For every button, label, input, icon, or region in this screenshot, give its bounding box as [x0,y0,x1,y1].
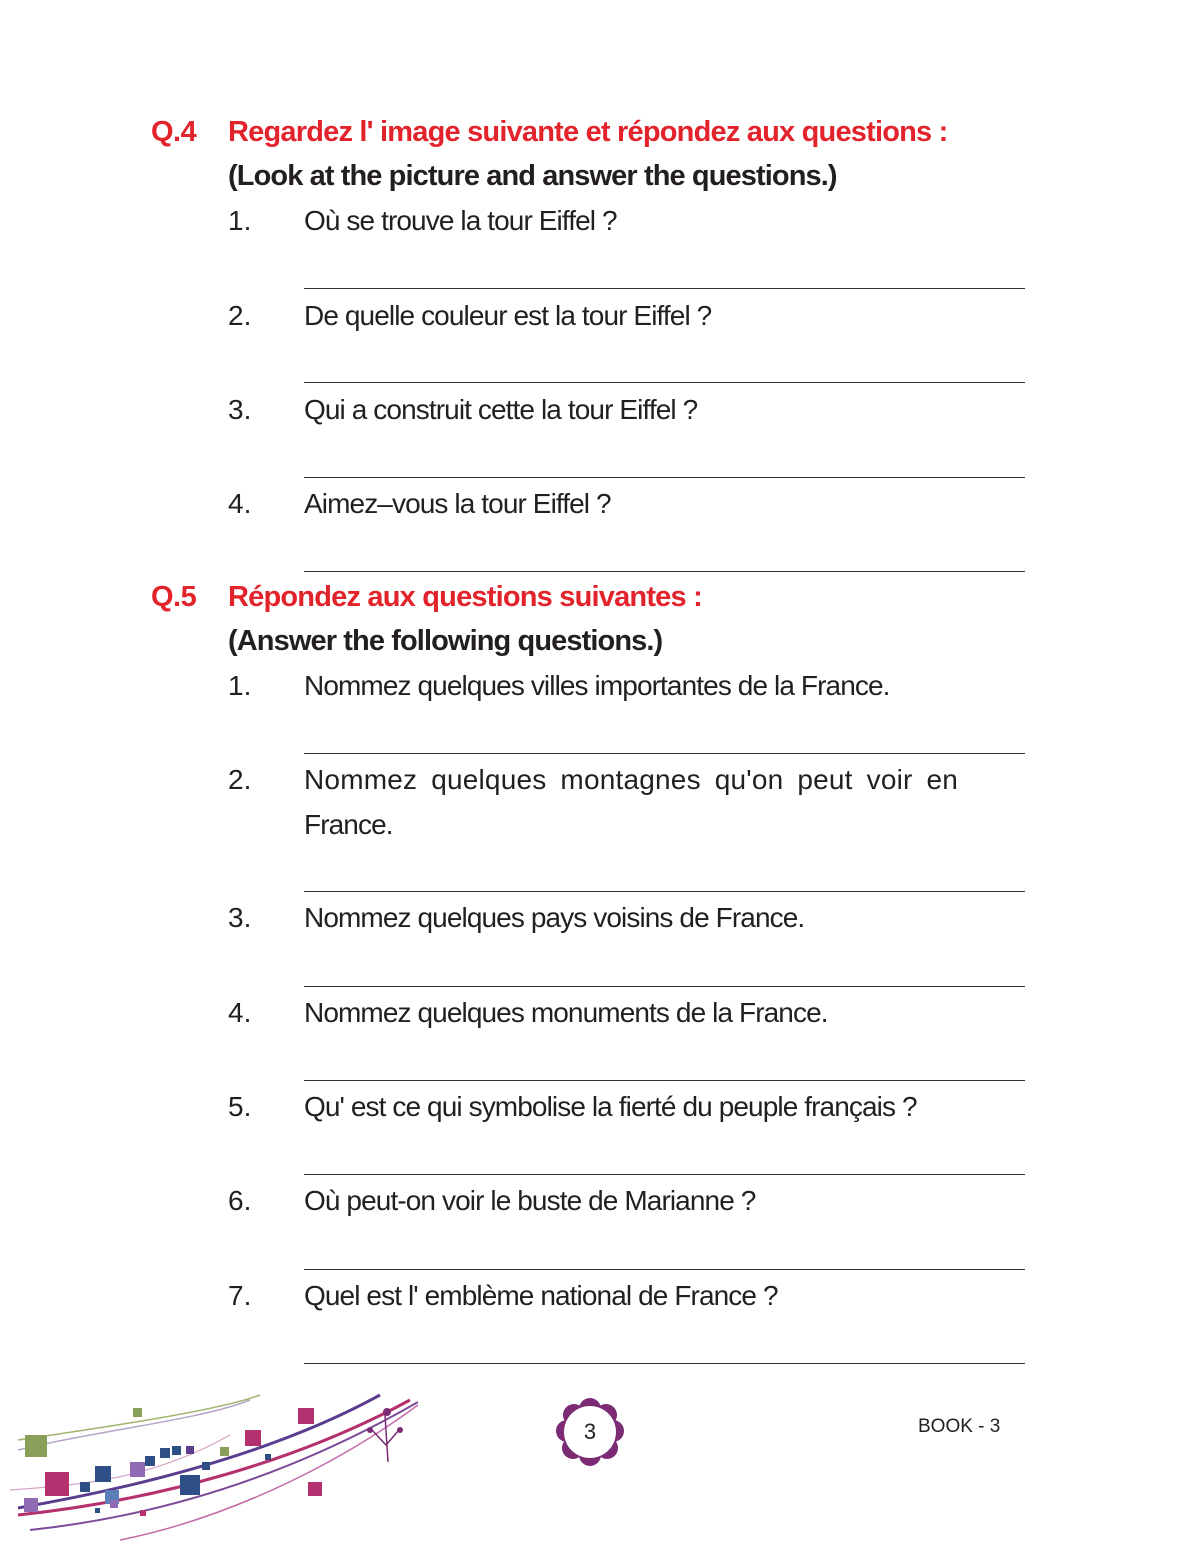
q4-item-4-question: Aimez–vous la tour Eiffel ? [304,488,611,519]
q5-item-6-question: Où peut-on voir le buste de Marianne ? [304,1185,756,1216]
q5-item-1-question: Nommez quelques villes importantes de la France. [304,670,890,701]
q5-item-7-question: Quel est l' emblème national de France ? [304,1280,778,1311]
decorative-swoosh-icon [0,1390,430,1550]
q4-number: Q.4 [151,116,197,148]
q4-item-2-question: De quelle couleur est la tour Eiffel ? [304,300,712,331]
q5-item-2-question-continued: France. [304,809,393,840]
q5-item-4-answer-line[interactable] [304,1080,1025,1081]
q5-item-7-number: 7. [228,1280,252,1311]
q5-item-6-number: 6. [228,1185,252,1216]
page-number-badge [554,1397,626,1467]
q5-item-5-question: Qu' est ce qui symbolise la fierté du peuple français ? [304,1091,917,1122]
q5-item-4-number: 4. [228,997,252,1028]
q5-item-4-question: Nommez quelques monuments de la France. [304,997,828,1028]
q5-item-3-number: 3. [228,902,252,933]
q5-item-1-number: 1. [228,670,252,701]
q5-item-2-number: 2. [228,764,252,795]
page-number: 3 [583,1419,597,1444]
q4-item-1-answer-line[interactable] [304,288,1025,289]
q5-item-2-answer-line[interactable] [304,891,1025,892]
q5-item-7-answer-line[interactable] [304,1363,1025,1364]
q5-number: Q.5 [151,581,197,613]
q4-item-1-number: 1. [228,205,252,236]
q5-item-6-answer-line[interactable] [304,1269,1025,1270]
q4-title: Regardez l' image suivante et répondez aux questions : [228,116,948,148]
q4-item-3-number: 3. [228,394,252,425]
q4-subtitle: (Look at the picture and answer the questions.) [228,160,837,192]
q5-item-3-question: Nommez quelques pays voisins de France. [304,902,805,933]
q4-item-2-number: 2. [228,300,252,331]
q5-title: Répondez aux questions suivantes : [228,581,702,613]
q4-item-4-number: 4. [228,488,252,519]
q5-item-5-answer-line[interactable] [304,1174,1025,1175]
book-label: BOOK - 3 [918,1416,1001,1437]
q5-item-5-number: 5. [228,1091,252,1122]
q4-item-4-answer-line[interactable] [304,571,1025,572]
q5-item-1-answer-line[interactable] [304,753,1025,754]
q5-subtitle: (Answer the following questions.) [228,625,663,657]
q4-item-1-question: Où se trouve la tour Eiffel ? [304,205,617,236]
q4-item-3-question: Qui a construit cette la tour Eiffel ? [304,394,698,425]
q5-item-2-question: Nommez quelques montagnes qu'on peut voir en [304,764,959,795]
q5-item-3-answer-line[interactable] [304,986,1025,987]
q4-item-3-answer-line[interactable] [304,477,1025,478]
q4-item-2-answer-line[interactable] [304,382,1025,383]
